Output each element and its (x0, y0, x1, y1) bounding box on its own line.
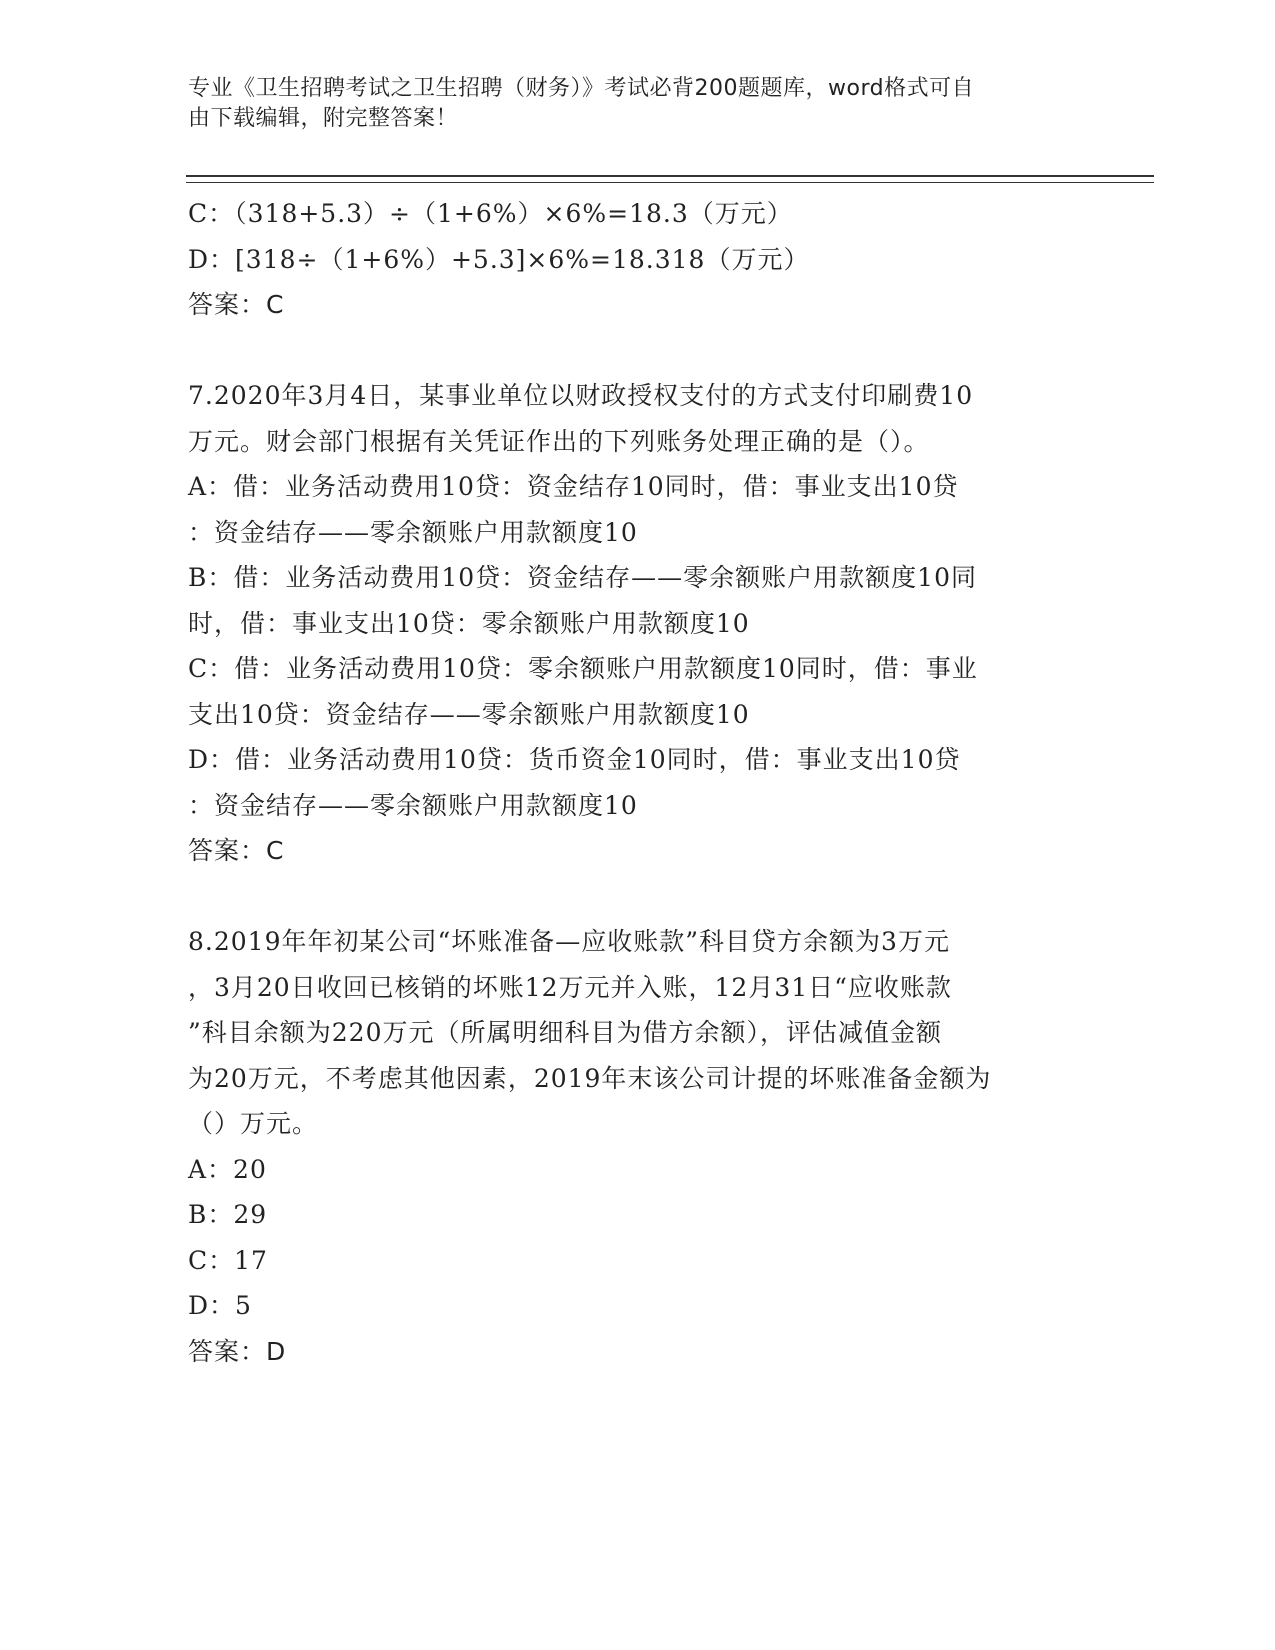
q8-stem-line: 为20万元，不考虑其他因素，2019年末该公司计提的坏账准备金额为 (188, 1063, 992, 1093)
q8-option-c: C：17 (188, 1245, 268, 1275)
q6-answer: 答案：C (188, 290, 285, 319)
document-body (188, 191, 1088, 1374)
q7-option-d-cont: ：资金结存——零余额账户用款额度10 (188, 790, 638, 820)
q8-option-a: A：20 (188, 1154, 267, 1184)
q8-option-b: B：29 (188, 1200, 268, 1229)
q7-option-c-cont: 支出10贷：资金结存——零余额账户用款额度10 (188, 699, 750, 729)
q7-stem-line: 万元。财会部门根据有关凭证作出的下列账务处理正确的是（）。 (188, 426, 930, 456)
header-line-1: 专业《卫生招聘考试之卫生招聘（财务）》考试必背200题题库，word格式可自 (188, 76, 975, 101)
q7-answer: 答案：C (188, 836, 285, 865)
header-rule-thick (186, 175, 1154, 177)
q7-stem-line: 7.2020年3月4日，某事业单位以财政授权支付的方式支付印刷费10 (188, 381, 974, 410)
spacer (188, 874, 1088, 920)
document-header (188, 74, 1068, 134)
q8-option-d: D：5 (188, 1291, 252, 1320)
q7-option-d: D：借：业务活动费用10贷：货币资金10同时，借：事业支出10贷 (188, 745, 961, 774)
q8-stem-line: 8.2019年年初某公司“坏账准备—应收账款”科目贷方余额为3万元 (188, 927, 950, 956)
q6-option-d: D：[318÷（1+6%）+5.3]×6%=18.318（万元） (188, 244, 810, 274)
q7-option-b: B：借：业务活动费用10贷：资金结存——零余额账户用款额度10同 (188, 563, 977, 592)
question-6 (188, 191, 1088, 328)
q8-stem-line: （）万元。 (188, 1109, 319, 1138)
q7-option-a-cont: ：资金结存——零余额账户用款额度10 (188, 517, 638, 547)
header-line-2: 由下载编辑，附完整答案！ (188, 106, 459, 131)
spacer (188, 328, 1088, 374)
q8-stem-line: ”科目余额为220万元（所属明细科目为借方余额），评估减值金额 (188, 1018, 943, 1047)
question-8 (188, 919, 1088, 1374)
header-rule-thin (186, 182, 1154, 183)
q8-stem-line: ，3月20日收回已核销的坏账12万元并入账，12月31日“应收账款 (188, 972, 952, 1002)
question-7 (188, 373, 1088, 874)
q7-option-c: C：借：业务活动费用10贷：零余额账户用款额度10同时，借：事业 (188, 654, 978, 683)
q8-answer: 答案：D (188, 1336, 287, 1366)
q7-option-a: A：借：业务活动费用10贷：资金结存10同时，借：事业支出10贷 (188, 472, 959, 501)
q6-option-c: C：（318+5.3）÷（1+6%）×6%=18.3（万元） (188, 199, 793, 228)
q7-option-b-cont: 时，借：事业支出10贷：零余额账户用款额度10 (188, 608, 750, 638)
